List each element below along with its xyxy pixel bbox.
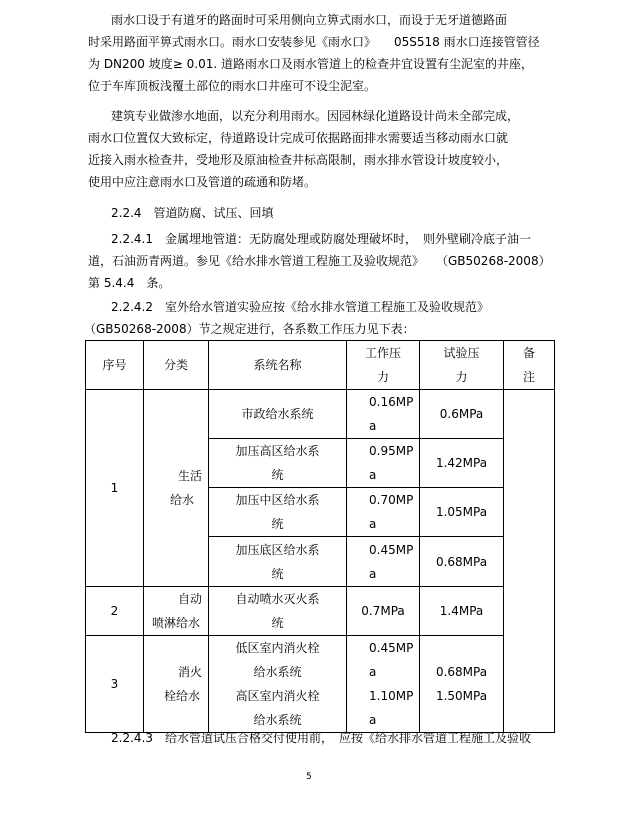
cell-no: 1 bbox=[86, 390, 144, 587]
table-row bbox=[86, 587, 555, 636]
header-work-pressure: 工作压 力 bbox=[347, 341, 420, 390]
table-row bbox=[86, 390, 555, 439]
cell-work-pressure: 0.45MP a bbox=[347, 537, 420, 587]
cell-system: 加压底区给水系 统 bbox=[209, 537, 347, 587]
cell-test-pressure: 1.4MPa bbox=[420, 587, 504, 636]
header-test-pressure: 试验压 力 bbox=[420, 341, 504, 390]
text-line: 近接入雨水检查井，受地形及原油检查井标高限制，雨水排水管设计坡度较小， bbox=[88, 153, 509, 167]
text-line: 位于车库顶板浅覆土部位的雨水口井座可不设尘泥室。 bbox=[88, 79, 377, 93]
cell-remark bbox=[504, 390, 555, 733]
cell-system: 加压中区给水系 统 bbox=[209, 488, 347, 537]
paragraph-2-2-4-1 bbox=[88, 228, 551, 294]
cell-work-pressure: 0.70MP a bbox=[347, 488, 420, 537]
header-no: 序号 bbox=[86, 341, 144, 390]
cell-no: 2 bbox=[86, 587, 144, 636]
text-line: 雨水口设于有道牙的路面时可采用侧向立箅式雨水口，而设于无牙道德路面 bbox=[111, 13, 508, 27]
cell-system: 自动喷水灭火系 统 bbox=[209, 587, 347, 636]
section-heading bbox=[111, 202, 274, 224]
header-remark: 备 注 bbox=[504, 341, 555, 390]
cell-system: 市政给水系统 bbox=[209, 390, 347, 439]
cell-test-pressure: 1.05MPa bbox=[420, 488, 504, 537]
text-line: 2.2.4.3 给水管道试压合格交付使用前， 应按《给水排水管道工程施工及验收 bbox=[111, 731, 531, 745]
text-line: 建筑专业做渗水地面，以充分利用雨水。因园林绿化道路设计尚未全部完成， bbox=[111, 109, 520, 123]
text-line: 道，石油沥青两道。参见《给水排水管道工程施工及验收规范》 （GB50268-2008） bbox=[88, 254, 551, 268]
paragraph-2-2-4-3 bbox=[111, 727, 531, 749]
table-row bbox=[86, 636, 555, 733]
text-line: 2.2.4.1 金属埋地管道：无防腐处理或防腐处理破坏时， 则外壁刷冷底子油一 bbox=[111, 232, 531, 246]
cell-system: 加压高区给水系 统 bbox=[209, 439, 347, 488]
cell-category: 消火 栓给水 bbox=[144, 636, 209, 733]
text-line: 2.2.4 管道防腐、试压、回填 bbox=[111, 206, 274, 220]
header-category: 分类 bbox=[144, 341, 209, 390]
cell-category: 自动 喷淋给水 bbox=[144, 587, 209, 636]
text-line: 第 5.4.4 条。 bbox=[88, 276, 171, 290]
text-line: 雨水口位置仅大致标定，待道路设计完成可依据路面排水需要适当移动雨水口就 bbox=[88, 131, 509, 145]
cell-no: 3 bbox=[86, 636, 144, 733]
header-system: 系统名称 bbox=[209, 341, 347, 390]
paragraph-rain-inlet bbox=[88, 9, 540, 97]
text-line: 为 DN200 坡度≥ 0.01. 道路雨水口及雨水管道上的检查井宜设置有尘泥室的井座， bbox=[88, 57, 533, 71]
paragraph-seepage-ground bbox=[88, 105, 520, 193]
cell-test-pressure: 0.68MPa 1.50MPa bbox=[420, 636, 504, 733]
text-line: 时采用路面平箅式雨水口。雨水口安装参见《雨水口》 05S518 雨水口连接管管径 bbox=[88, 35, 540, 49]
cell-test-pressure: 1.42MPa bbox=[420, 439, 504, 488]
pressure-table bbox=[85, 340, 555, 733]
page-number: 5 bbox=[306, 772, 312, 782]
cell-work-pressure: 0.7MPa bbox=[347, 587, 420, 636]
text-line: 使用中应注意雨水口及管道的疏通和防堵。 bbox=[88, 175, 317, 189]
cell-category: 生活 给水 bbox=[144, 390, 209, 587]
text-line: （GB50268-2008）节之规定进行，各系数工作压力见下表： bbox=[84, 322, 415, 336]
cell-system: 低区室内消火栓 给水系统 高区室内消火栓 给水系统 bbox=[209, 636, 347, 733]
paragraph-2-2-4-2 bbox=[84, 296, 489, 340]
cell-test-pressure: 0.6MPa bbox=[420, 390, 504, 439]
text-line: 2.2.4.2 室外给水管道实验应按《给水排水管道工程施工及验收规范》 bbox=[111, 300, 489, 314]
cell-work-pressure: 0.16MP a bbox=[347, 390, 420, 439]
table-header-row bbox=[86, 341, 555, 390]
cell-work-pressure: 0.45MP a 1.10MP a bbox=[347, 636, 420, 733]
cell-work-pressure: 0.95MP a bbox=[347, 439, 420, 488]
cell-test-pressure: 0.68MPa bbox=[420, 537, 504, 587]
